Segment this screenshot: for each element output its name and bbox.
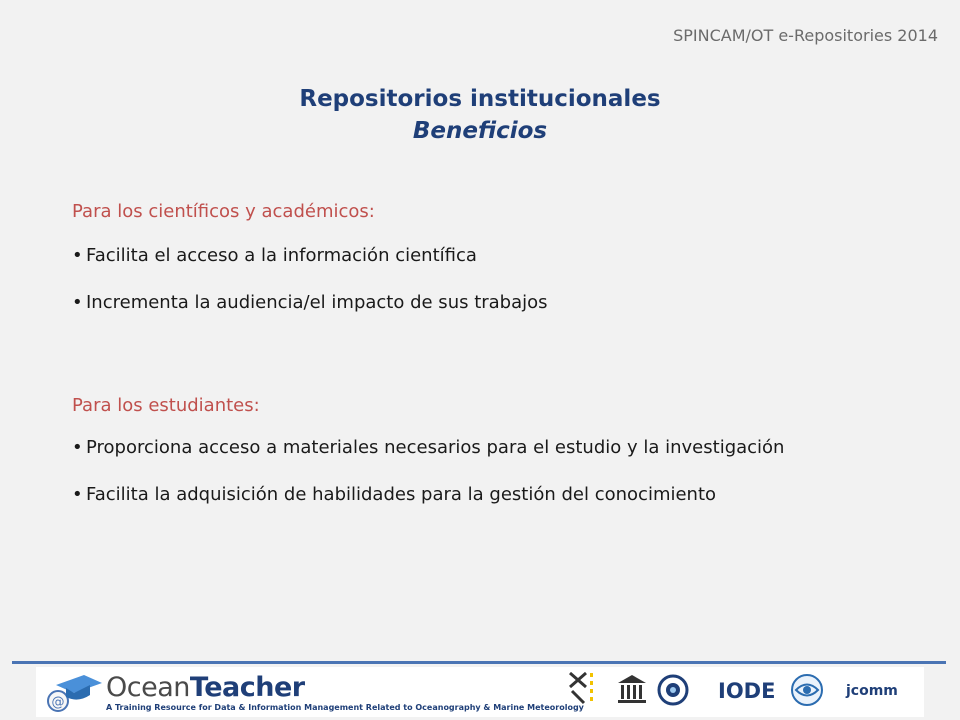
section-heading: Para los estudiantes: — [72, 395, 260, 416]
iode-wordmark: IODE — [718, 679, 776, 703]
bullet-icon: • — [72, 245, 83, 266]
bullet-text: Facilita la adquisición de habilidades para la gestión del conocimiento — [86, 484, 717, 505]
slide-subtitle: Beneficios — [412, 118, 548, 144]
header-tag: SPINCAM/OT e-Repositories 2014 — [673, 26, 938, 45]
list-item — [72, 482, 892, 508]
bullet-icon: • — [72, 292, 83, 313]
unesco-logo — [566, 667, 608, 709]
bullet-icon: • — [72, 484, 83, 505]
list-item — [72, 243, 892, 269]
section-researchers — [72, 201, 892, 316]
brand-name: OceanTeacher — [106, 672, 305, 703]
bullet-text: Proporciona acceso a materiales necesarios para el estudio y la investigación — [86, 437, 785, 458]
jcomm-wordmark: jcomm — [846, 683, 898, 699]
bullet-text: Facilita el acceso a la información científica — [86, 245, 477, 266]
brand-tagline: A Training Resource for Data & Information Management Related to Oceanography & Marine Meteorology — [106, 703, 584, 712]
iode-logo — [656, 673, 690, 707]
list-item — [72, 290, 892, 316]
section-students — [72, 395, 892, 508]
wmo-logo — [788, 671, 826, 709]
section-heading: Para los científicos y académicos: — [72, 201, 375, 222]
slide-title: Repositorios institucionales — [299, 86, 661, 112]
bullet-text: Incrementa la audiencia/el impacto de sus trabajos — [86, 292, 548, 313]
title-block — [0, 83, 960, 147]
svg-text:@: @ — [51, 695, 65, 710]
ioc-logo — [614, 671, 650, 707]
footer-divider — [12, 661, 946, 664]
list-item — [72, 435, 892, 461]
graduation-cap-icon — [44, 671, 104, 713]
footer-banner — [36, 667, 924, 717]
bullet-icon: • — [72, 437, 83, 458]
